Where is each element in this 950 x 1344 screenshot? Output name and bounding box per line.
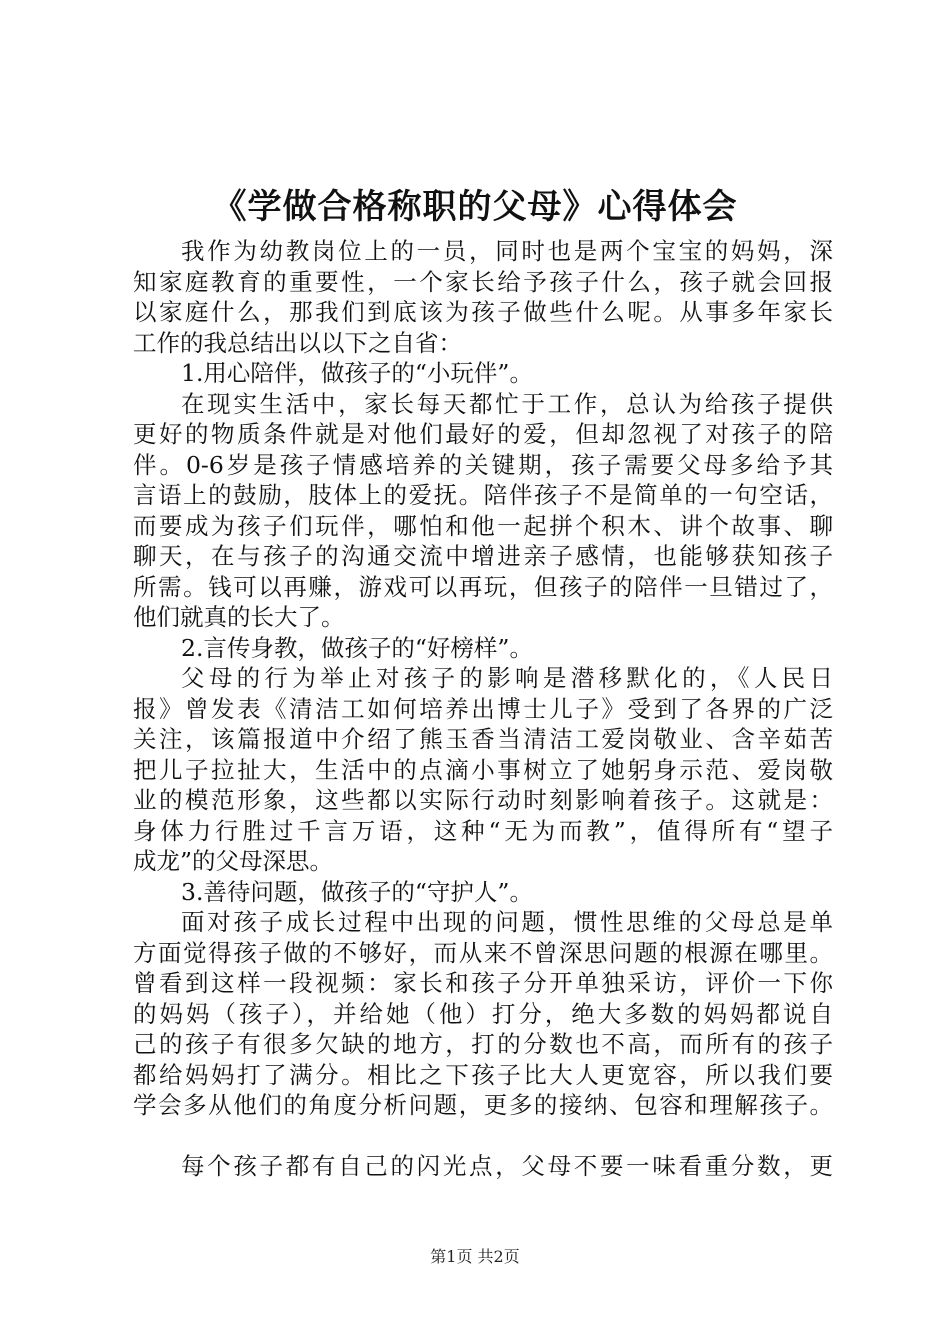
paragraph-line: 学会多从他们的角度分析问题，更多的接纳、包容和理解孩子。 [133,1091,833,1119]
paragraph-line: 的妈妈（孩子），并给她（他）打分，绝大多数的妈妈都说自 [133,999,833,1028]
paragraph-line: 伴。0-6岁是孩子情感培养的关键期，孩子需要父母多给予其 [133,450,833,479]
paragraph-line: 业的模范形象，这些都以实际行动时刻影响着孩子。这就是： [133,786,833,814]
paragraph-line: 在现实生活中，家长每天都忙于工作，总认为给孩子提供 [181,389,833,418]
paragraph-line: 父母的行为举止对孩子的影响是潜移默化的，《人民日 [181,664,833,692]
paragraph-line: 而要成为孩子们玩伴，哪怕和他一起拼个积木、讲个故事、聊 [133,511,833,540]
paragraph-line: 他们就真的长大了。 [133,603,345,631]
paragraph-line: 我作为幼教岗位上的一员，同时也是两个宝宝的妈妈，深 [181,237,833,265]
paragraph-line: 工作的我总结出以以下之自省： [133,328,462,357]
paragraph-line: 关注，该篇报道中介绍了熊玉香当清洁工爱岗敬业、含辛茹苦 [133,725,833,753]
paragraph-line: 以家庭什么，那我们到底该为孩子做些什么呢。从事多年家长 [133,298,833,326]
paragraph-line: 方面觉得孩子做的不够好，而从来不曾深思问题的根源在哪里。 [133,938,833,967]
paragraph-line: 面对孩子成长过程中出现的问题，惯性思维的父母总是单 [181,908,833,936]
paragraph-line: 报》曾发表《清洁工如何培养出博士儿子》受到了各界的广泛 [133,694,833,723]
paragraph-line: 更好的物质条件就是对他们最好的爱，但却忽视了对孩子的陪 [133,420,833,448]
section-heading: 2.言传身教，做孩子的“好榜样”。 [181,633,533,662]
paragraph-line: 都给妈妈打了满分。相比之下孩子比大人更宽容，所以我们要 [133,1060,833,1089]
paragraph-line: 言语上的鼓励，肢体上的爱抚。陪伴孩子不是简单的一句空话， [133,481,833,509]
section-heading: 3.善待问题，做孩子的“守护人”。 [181,877,533,906]
section-heading: 1.用心陪伴，做孩子的“小玩伴”。 [181,359,533,387]
paragraph-line: 知家庭教育的重要性，一个家长给予孩子什么，孩子就会回报 [133,267,833,296]
paragraph-gap [133,1121,833,1152]
paragraph-line: 身体力行胜过千言万语，这种“无为而教”，值得所有“望子 [133,816,833,845]
page-footer: 第1页 共2页 [430,1247,520,1266]
paragraph-line: 己的孩子有很多欠缺的地方，打的分数也不高，而所有的孩子 [133,1030,833,1058]
paragraph-line: 聊天，在与孩子的沟通交流中增进亲子感情，也能够获知孩子 [133,542,833,570]
paragraph-line: 所需。钱可以再赚，游戏可以再玩，但孩子的陪伴一旦错过了， [133,572,833,601]
document-body [133,236,833,1182]
paragraph-line: 把儿子拉扯大，生活中的点滴小事树立了她躬身示范、爱岗敬 [133,755,833,784]
document-title: 《学做合格称职的父母》心得体会 [212,187,738,227]
paragraph-line: 成龙”的父母深思。 [133,847,334,875]
paragraph-line: 每个孩子都有自己的闪光点，父母不要一味看重分数，更 [181,1152,833,1180]
paragraph-line: 曾看到这样一段视频：家长和孩子分开单独采访，评价一下你 [133,969,833,997]
